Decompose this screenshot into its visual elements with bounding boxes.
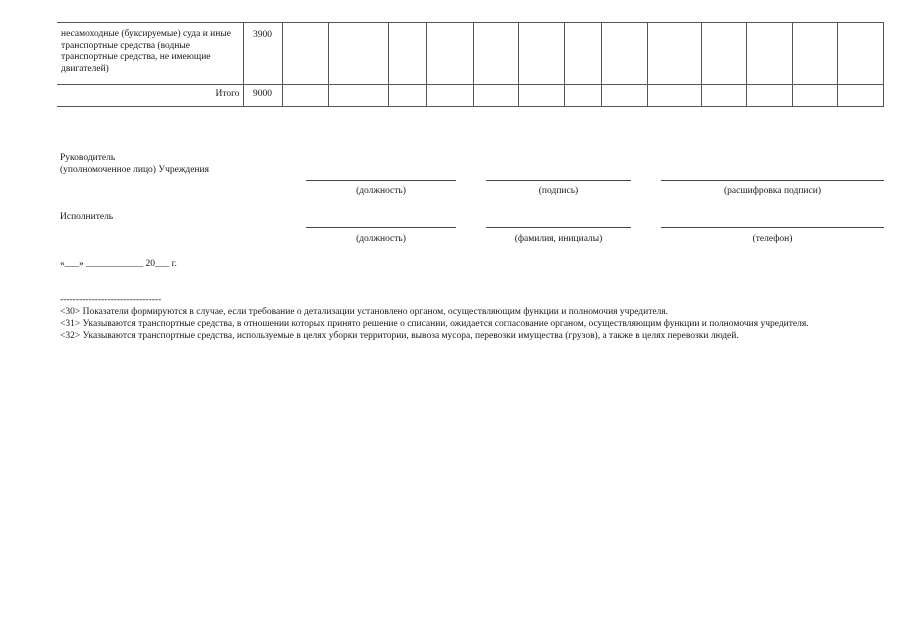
head-label-line2: (уполномоченное лицо) Учреждения — [60, 165, 209, 175]
total-code: 9000 — [243, 85, 282, 107]
table-cell — [473, 23, 518, 85]
head-signature-caption: (подпись) — [538, 186, 579, 196]
head-position-caption: (должность) — [356, 186, 406, 196]
executor-position-line — [306, 227, 456, 228]
table-cell — [837, 85, 883, 107]
executor-position-caption: (должность) — [356, 234, 406, 244]
table-cell — [473, 85, 518, 107]
head-decoding-caption: (расшифровка подписи) — [724, 186, 821, 196]
table-cell — [601, 23, 647, 85]
executor-label: Исполнитель — [60, 212, 114, 222]
footnotes — [60, 294, 860, 342]
date-line: «___» ____________ 20___ г. — [60, 259, 177, 269]
table-cell — [564, 85, 601, 107]
table-cell — [701, 85, 746, 107]
footnote-separator: -------------------------------- — [60, 295, 162, 305]
table-cell — [564, 23, 601, 85]
row-code: 3900 — [243, 23, 282, 85]
total-label: Итого — [57, 85, 243, 107]
table-cell — [792, 23, 837, 85]
head-position-line — [306, 180, 456, 181]
table-cell — [388, 85, 426, 107]
table-cell — [426, 85, 473, 107]
table-row — [57, 23, 883, 85]
table-cell — [792, 85, 837, 107]
table-cell — [518, 23, 564, 85]
table-cell — [388, 23, 426, 85]
table-cell — [746, 23, 792, 85]
footnote-32: <32> Указываются транспортные средства, используемые в целях уборки территории, вывоза мусора, перевозки имущества (грузов), а также в целях перевозки людей. — [60, 331, 739, 341]
head-label-line1: Руководитель — [60, 153, 116, 163]
executor-name-caption: (фамилия, инициалы) — [514, 234, 603, 244]
vehicle-table — [57, 22, 884, 107]
table-cell — [746, 85, 792, 107]
table-cell — [647, 85, 701, 107]
table-cell — [328, 85, 388, 107]
table-cell — [426, 23, 473, 85]
head-decoding-line — [661, 180, 884, 181]
head-signature-line — [486, 180, 631, 181]
table-cell — [282, 23, 328, 85]
row-description: несамоходные (буксируемые) суда и иные транспортные средства (водные транспортные средства, не имеющие двигателей) — [57, 23, 243, 85]
table-cell — [518, 85, 564, 107]
table-cell — [837, 23, 883, 85]
table-cell — [647, 23, 701, 85]
table-cell — [601, 85, 647, 107]
table-cell — [282, 85, 328, 107]
executor-phone-caption: (телефон) — [752, 234, 793, 244]
table-cell — [701, 23, 746, 85]
table-total-row — [57, 85, 883, 107]
footnote-31: <31> Указываются транспортные средства, в отношении которых принято решение о списании, ожидается согласование органом, осуществляющим функции и полномочия учредителя. — [60, 319, 809, 329]
executor-phone-line — [661, 227, 884, 228]
executor-name-line — [486, 227, 631, 228]
footnote-30: <30> Показатели формируются в случае, если требование о детализации установлено органом, осуществляющим функции и полномочия учредителя. — [60, 307, 669, 317]
table-cell — [328, 23, 388, 85]
